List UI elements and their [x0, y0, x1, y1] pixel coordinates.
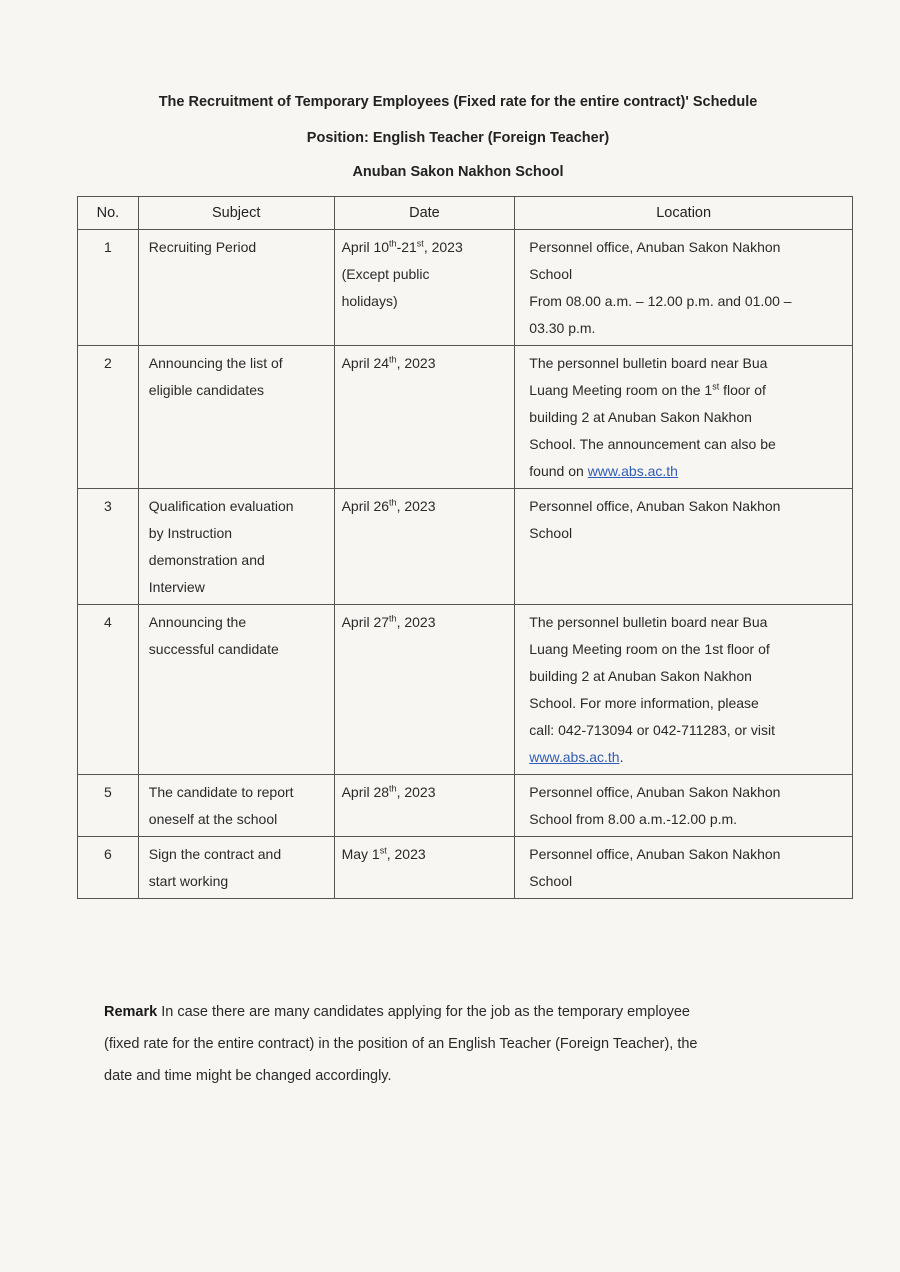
column-header-location: Location — [515, 197, 853, 230]
row-subject: Qualification evaluation by Instruction demonstration and Interview — [138, 489, 334, 605]
remark-text: In case there are many candidates applying for the job as the temporary employee — [157, 1004, 690, 1020]
row-number: 1 — [78, 230, 139, 346]
row-location: Personnel office, Anuban Sakon Nakhon School — [515, 837, 853, 899]
row-date: April 24th, 2023 — [334, 346, 515, 489]
column-header-no: No. — [78, 197, 139, 230]
row-location: The personnel bulletin board near Bua Luang Meeting room on the 1st floor of building 2 at Anuban Sakon Nakhon School. For more information, please call: 042-713094 or 042-711283, or visit www.abs.ac.th. — [515, 605, 853, 775]
column-header-date: Date — [334, 197, 515, 230]
school-name: Anuban Sakon Nakhon School — [352, 164, 564, 180]
column-header-subject: Subject — [138, 197, 334, 230]
row-number: 2 — [78, 346, 139, 489]
remark-paragraph — [104, 996, 824, 1092]
row-location: The personnel bulletin board near Bua Luang Meeting room on the 1st floor of building 2 at Anuban Sakon Nakhon School. The announcement can also be found on www.abs.ac.th — [515, 346, 853, 489]
row-date: April 28th, 2023 — [334, 775, 515, 837]
row-subject: Announcing the successful candidate — [138, 605, 334, 775]
table-header-row — [78, 197, 853, 230]
row-location: Personnel office, Anuban Sakon Nakhon School — [515, 489, 853, 605]
row-location: Personnel office, Anuban Sakon Nakhon School From 08.00 a.m. – 12.00 p.m. and 01.00 – 03.30 p.m. — [515, 230, 853, 346]
row-subject: Recruiting Period — [138, 230, 334, 346]
row-number: 6 — [78, 837, 139, 899]
row-date: May 1st, 2023 — [334, 837, 515, 899]
remark-text: date and time might be changed accordingly. — [104, 1068, 392, 1084]
table-row — [78, 837, 853, 899]
table-row — [78, 605, 853, 775]
table-row — [78, 489, 853, 605]
remark-text: (fixed rate for the entire contract) in the position of an English Teacher (Foreign Teacher), the — [104, 1036, 698, 1052]
row-number: 5 — [78, 775, 139, 837]
table-row — [78, 775, 853, 837]
position-subtitle: Position: English Teacher (Foreign Teacher) — [306, 130, 610, 146]
document-title: The Recruitment of Temporary Employees (Fixed rate for the entire contract)' Schedule — [158, 94, 758, 110]
remark-label: Remark — [104, 1004, 158, 1020]
schedule-table — [77, 196, 853, 899]
row-number: 3 — [78, 489, 139, 605]
row-date: April 10th-21st, 2023 (Except public holidays) — [334, 230, 515, 346]
row-subject: The candidate to report oneself at the school — [138, 775, 334, 837]
row-date: April 27th, 2023 — [334, 605, 515, 775]
row-date: April 26th, 2023 — [334, 489, 515, 605]
table-row — [78, 346, 853, 489]
row-subject: Announcing the list of eligible candidates — [138, 346, 334, 489]
row-subject: Sign the contract and start working — [138, 837, 334, 899]
row-location: Personnel office, Anuban Sakon Nakhon School from 8.00 a.m.-12.00 p.m. — [515, 775, 853, 837]
row-number: 4 — [78, 605, 139, 775]
website-link[interactable]: www.abs.ac.th — [587, 463, 678, 479]
table-row — [78, 230, 853, 346]
website-link[interactable]: www.abs.ac.th — [529, 749, 620, 765]
